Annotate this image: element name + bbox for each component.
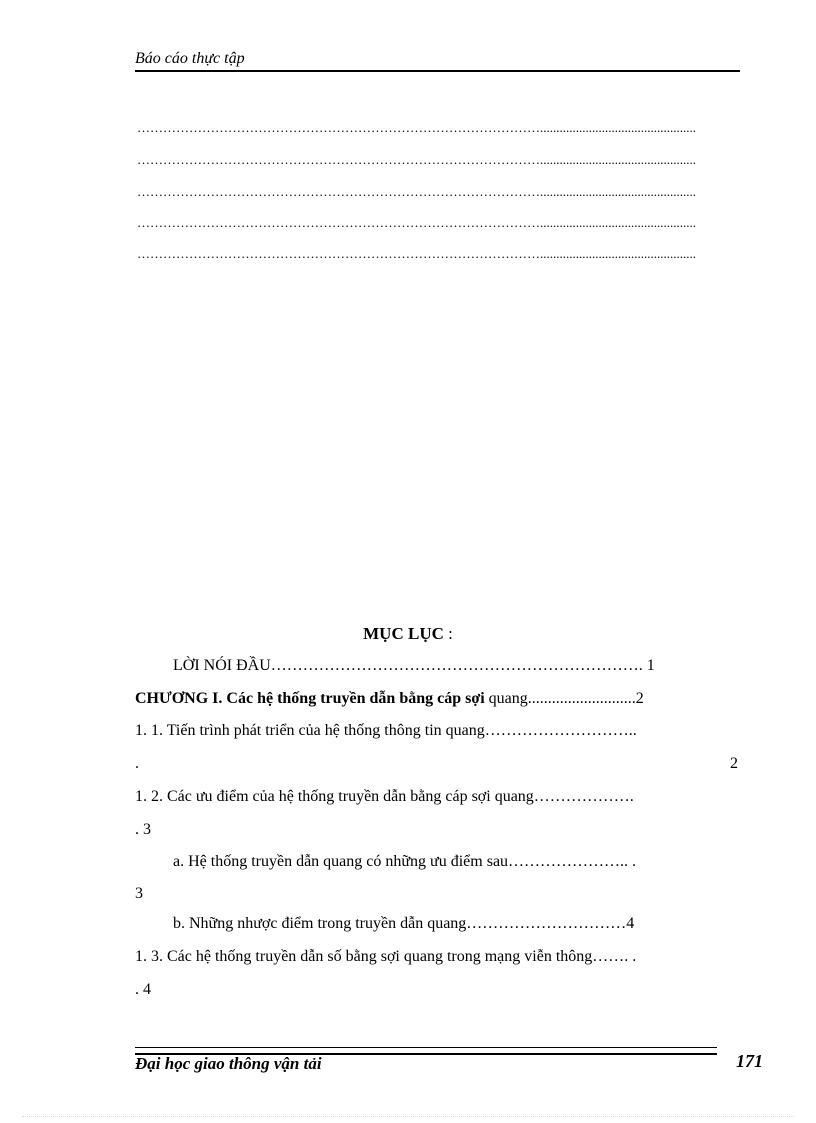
toc-entry-chapter-1 [135, 689, 738, 709]
page-number: 171 [736, 1051, 763, 1071]
chapter-title-rest: quang...........................2 [484, 690, 644, 707]
toc-entry-a: a. Hệ thống truyền dẫn quang có những ưu điểm sau………………….. . [173, 853, 637, 870]
dotted-line: …………………………………………………………………………………................................................ [137, 185, 696, 199]
toc-entry-preface: LỜI NÓI ĐẦU……………………………………………………………. 1 [173, 657, 655, 674]
page-header [135, 50, 740, 72]
toc-entry-1-3: 1. 3. Các hệ thống truyền dẫn số bằng sợi quang trong mạng viễn thông……. . [135, 948, 637, 965]
dotted-line: …………………………………………………………………………………................................................ [137, 247, 696, 261]
toc-entry-1-2: 1. 2. Các ưu điểm của hệ thống truyền dẫn bằng cáp sợi quang………………. [135, 788, 634, 805]
toc-title-text: MỤC LỤC [363, 624, 444, 643]
toc-entry-b: b. Những nhược điểm trong truyền dẫn quang…………………………4 [173, 915, 635, 932]
chapter-title: CHƯƠNG I. Các hệ thống truyền dẫn bằng cáp sợi [135, 690, 485, 707]
dotted-line: …………………………………………………………………………………................................................ [137, 153, 696, 167]
toc-entry-1-2-cont: . 3 [135, 821, 151, 838]
toc-title-suffix: : [443, 624, 453, 643]
footer-school: Đại học giao thông vận tải [135, 1054, 322, 1073]
dotted-line: …………………………………………………………………………………................................................ [137, 216, 696, 230]
toc-title [0, 624, 816, 644]
toc-entry-a-cont: 3 [135, 885, 143, 902]
toc-entry-1-1-cont: . [135, 755, 139, 772]
toc-entry-1-1-page: 2 [730, 755, 738, 772]
dotted-line: …………………………………………………………………………………................................................ [137, 121, 696, 135]
header-title: Báo cáo thực tập [135, 50, 245, 67]
toc-entry-1-3-cont: . 4 [135, 981, 151, 998]
toc-entry-1-1: 1. 1. Tiến trình phát triển của hệ thống thông tin quang……………………….. [135, 722, 637, 739]
page-bottom-border [22, 1116, 794, 1118]
